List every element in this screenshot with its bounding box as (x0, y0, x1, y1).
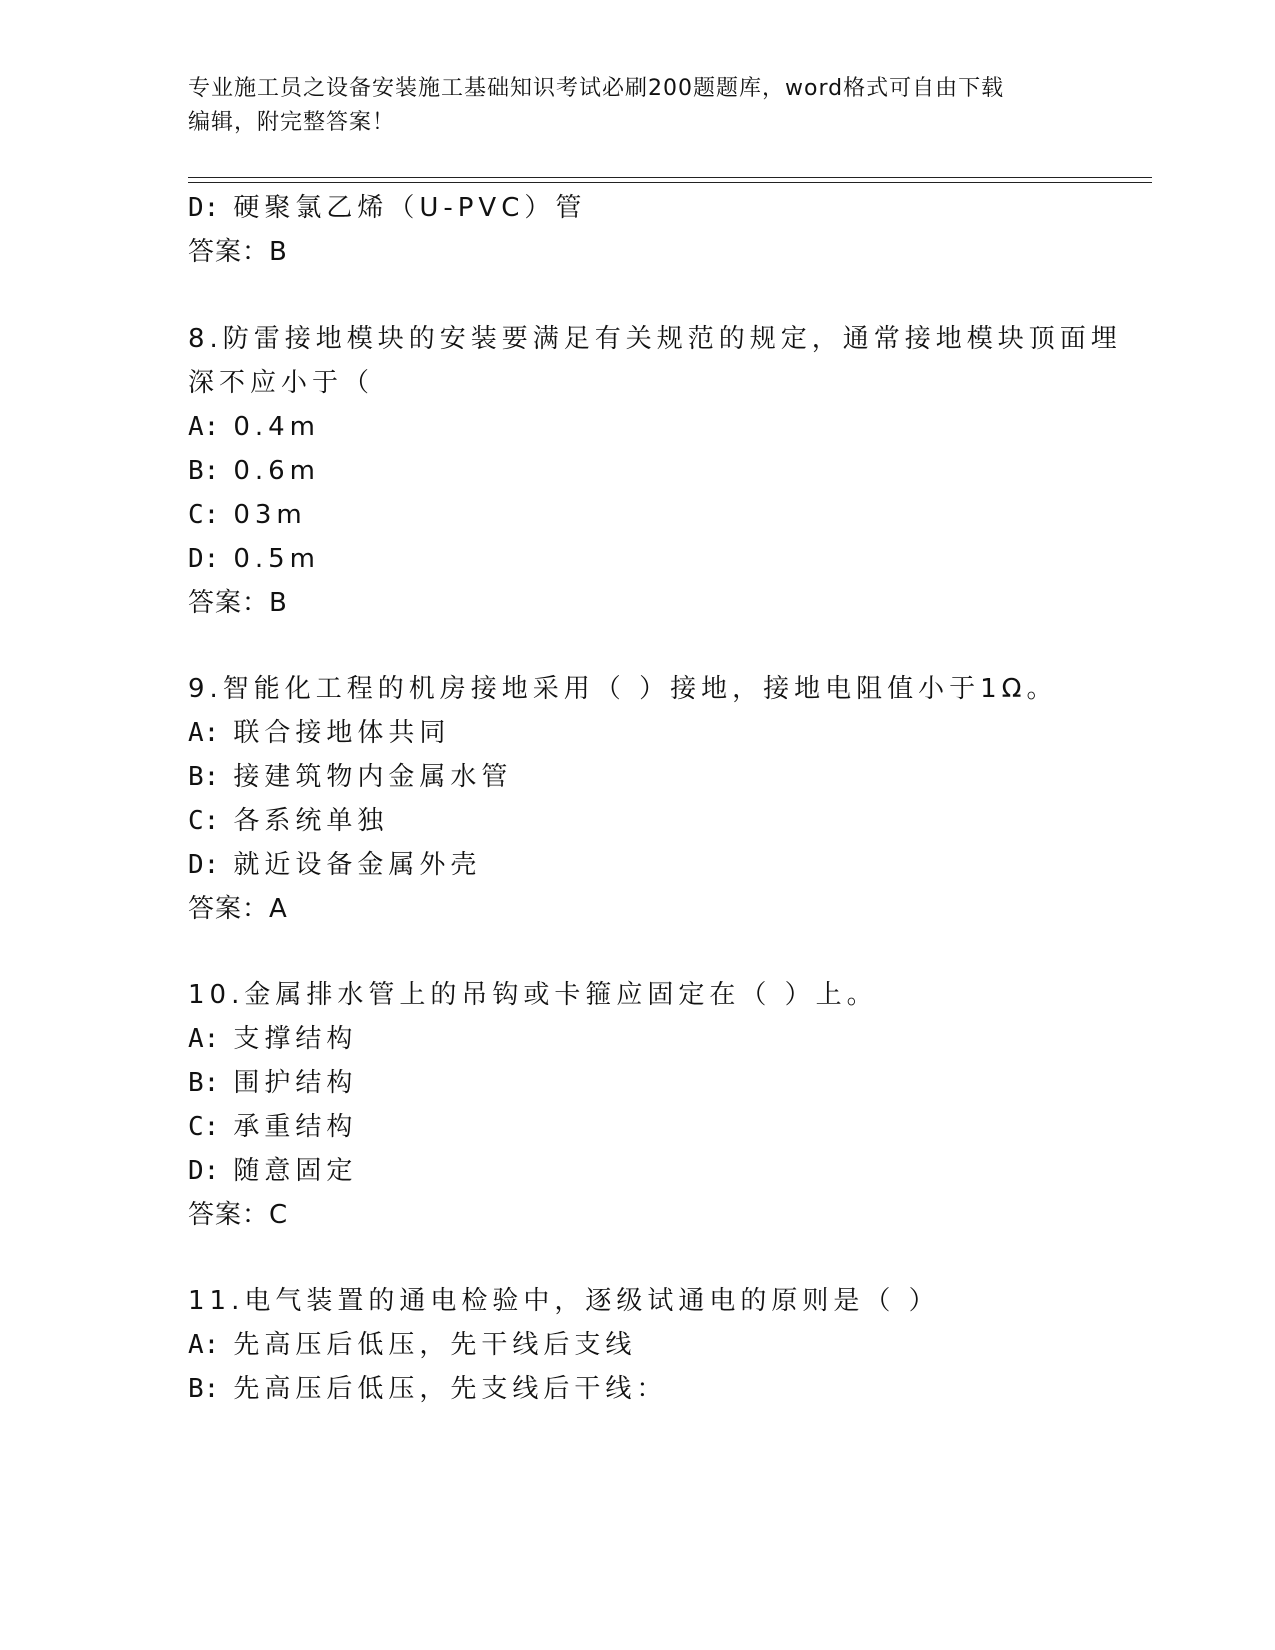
option-key: A: (188, 718, 220, 748)
q8-stem-line-2: 深不应小于（ (188, 368, 375, 398)
option-key: B: (188, 1068, 220, 1098)
answer-value: A (269, 894, 287, 924)
option-text: 就近设备金属外壳 (233, 850, 482, 880)
header-line-2: 编辑，附完整答案！ (188, 110, 396, 135)
answer-label: 答案： (188, 894, 270, 924)
answer-value: B (269, 588, 287, 618)
q8-option-a (188, 411, 320, 443)
q10-option-b (188, 1067, 357, 1099)
answer-label: 答案： (188, 237, 270, 267)
q11-option-a (188, 1329, 636, 1361)
option-key: D: (188, 850, 220, 880)
q9-option-a (188, 717, 450, 749)
option-text: 承重结构 (233, 1112, 358, 1142)
option-text: 0.4m (233, 412, 320, 442)
q11-stem-line-1: 11.电气装置的通电检验中，逐级试通电的原则是（ ） (188, 1286, 940, 1316)
option-text: 03m (233, 500, 307, 530)
option-key: D: (188, 1156, 220, 1186)
option-key: D: (188, 193, 220, 223)
option-key: A: (188, 1330, 220, 1360)
q10-option-a (188, 1023, 357, 1055)
option-key: C: (188, 1112, 220, 1142)
option-key: A: (188, 1024, 220, 1054)
option-key: A: (188, 412, 220, 442)
q10-option-c (188, 1111, 357, 1143)
q10-answer (188, 1199, 287, 1231)
q8-option-b (188, 455, 320, 487)
q9-option-b (188, 761, 512, 793)
option-key: D: (188, 544, 220, 574)
prev-option-d (188, 192, 586, 224)
q8-answer (188, 587, 287, 619)
header-divider-top (188, 177, 1152, 178)
q9-option-c (188, 805, 388, 837)
option-text: 围护结构 (233, 1068, 358, 1098)
option-text: 随意固定 (233, 1156, 358, 1186)
option-text: 接建筑物内金属水管 (233, 762, 513, 792)
option-key: B: (188, 456, 220, 486)
answer-value: B (269, 237, 287, 267)
q8-option-c (188, 499, 307, 531)
answer-value: C (269, 1200, 288, 1230)
option-text: 各系统单独 (233, 806, 389, 836)
q9-answer (188, 893, 287, 925)
option-text: 支撑结构 (233, 1024, 358, 1054)
option-text: 硬聚氯乙烯（U-PVC）管 (233, 193, 587, 223)
q9-option-d (188, 849, 481, 881)
document-header (188, 72, 1088, 140)
q8-option-d (188, 543, 320, 575)
header-divider-bottom (188, 182, 1152, 183)
option-text: 先高压后低压，先支线后干线： (233, 1374, 668, 1404)
option-key: C: (188, 500, 220, 530)
prev-answer (188, 236, 287, 268)
option-text: 联合接地体共同 (233, 718, 451, 748)
answer-label: 答案： (188, 1200, 270, 1230)
option-key: C: (188, 806, 220, 836)
q9-stem-line-1: 9.智能化工程的机房接地采用（ ）接地，接地电阻值小于1Ω。 (188, 674, 1058, 704)
q10-stem-line-1: 10.金属排水管上的吊钩或卡箍应固定在（ ）上。 (188, 980, 878, 1010)
option-key: B: (188, 762, 220, 792)
header-line-1: 专业施工员之设备安装施工基础知识考试必刷200题题库，word格式可自由下载 (188, 76, 1005, 101)
option-text: 先高压后低压，先干线后支线 (233, 1330, 637, 1360)
q10-option-d (188, 1155, 357, 1187)
option-key: B: (188, 1374, 220, 1404)
q11-option-b (188, 1373, 667, 1405)
option-text: 0.5m (233, 544, 320, 574)
answer-label: 答案： (188, 588, 270, 618)
option-text: 0.6m (233, 456, 320, 486)
q8-stem-line-1: 8.防雷接地模块的安装要满足有关规范的规定，通常接地模块顶面埋 (188, 324, 1122, 354)
